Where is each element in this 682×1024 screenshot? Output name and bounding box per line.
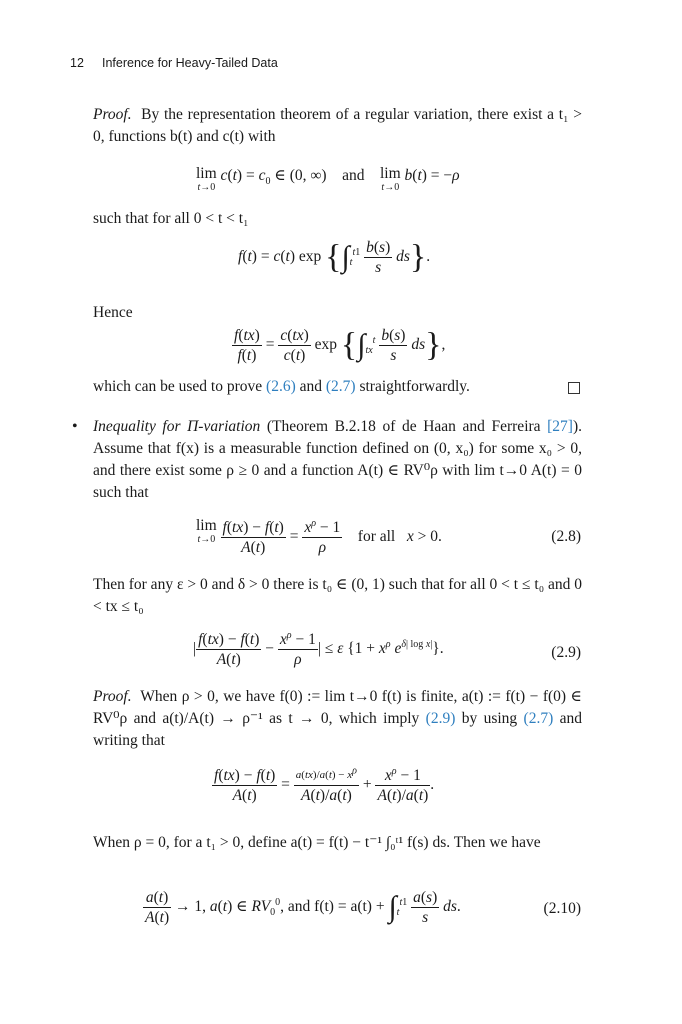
bullet-intro: (Theorem B.2.18 of de Haan and Ferreira (266, 418, 541, 435)
closing-end-text: straightforwardly. (359, 378, 470, 395)
equation-2-10: $\frac{a(t)}{A(t)}$ → 1, a(t) ∈ $RV_0^0$, and $f(t) = a(t) + \int_t^{t1}$ $\frac{a(s)}{s}$ ds. (145, 889, 461, 926)
representation-equation: f(t) = c(t) $\exp \{\int_t^{t1}$ $\frac{b(s)}{s}$ ds}. (238, 238, 431, 276)
proof2-text-b: by using (461, 710, 518, 727)
proof2-text-a: When ρ > 0, we have f(0) := lim t→0 f(t) is finite, a(t) := f(t) − f(0) ∈ RV⁰ρ and a(t)/A(t) → ρ⁻¹ as t → 0, which imply (93, 688, 582, 727)
limit-equation: lim t→0 $c(t) = c_0$ ∈ (0, ∞) and lim t→0 b(t) = −ρ (196, 165, 460, 193)
running-title: Inference for Heavy-Tailed Data (102, 56, 278, 70)
bullet-paragraph (93, 416, 582, 504)
ref-2-7-link[interactable]: (2.7) (325, 378, 356, 395)
equation-number-2-9: (2.9) (551, 644, 581, 661)
proof-label: Proof. (93, 106, 132, 123)
equation-number-2-8: (2.8) (551, 528, 581, 545)
and-text: and (299, 378, 322, 395)
hence-text: Hence (93, 304, 133, 321)
qed-box (568, 382, 580, 394)
such-that-text: such that for all 0 < t < t₁ (93, 210, 249, 227)
ratio-equation: $\frac{f(tx)}{f(t)}$ = $\frac{c(tx)}{c(t)}$ $\exp \{\int_{tx}^t$ $\frac{b(s)}{s}$ ds}, (234, 326, 446, 364)
proof-closing (93, 376, 582, 398)
equation-2-8: lim t→0 $\frac{f(tx) - f(t)}{A(t)}$ = $\frac{x^\rho - 1}{\rho}$ for all x > 0. (196, 517, 442, 556)
proof2-paragraph (93, 686, 582, 752)
and-f-text: and f(t) = a(t) + (287, 898, 385, 916)
ref-2-6-link[interactable]: (2.6) (266, 378, 296, 395)
closing-text: which can be used to prove (93, 378, 263, 395)
running-header (70, 56, 278, 70)
equation-number-2-10: (2.10) (543, 900, 581, 917)
bullet-marker: • (72, 418, 78, 435)
for-all-text: for all (357, 528, 396, 546)
proof2-text-d: When ρ = 0, for a t₁ > 0, define a(t) = f(t) − t⁻¹ ∫₀ᵗ¹ f(s) ds. Then we have (93, 834, 541, 851)
proof2-text-c: and writing that (93, 710, 582, 749)
proof-intro: By the representation theorem of a regular variation, there exist a t₁ > 0, functions b(t) and c(t) with (93, 106, 582, 145)
citation-27-link[interactable]: [27] (547, 418, 573, 435)
ref-2-7-link-2[interactable]: (2.7) (523, 710, 554, 727)
equation-2-9: | $\frac{f(tx) - f(t)}{A(t)}$ − $\frac{x^\rho - 1}{\rho}$ | ≤ ε {$1 + x^\rho$ $e^{\delta| log x|}$}. (193, 629, 444, 668)
proof2-label: Proof. (93, 688, 132, 705)
proof-paragraph (93, 104, 582, 148)
cite-end: ). (572, 418, 583, 435)
and-word: and (342, 167, 365, 184)
page-number: 12 (70, 56, 84, 70)
then-text: Then for any ε > 0 and δ > 0 there is t₀ ∈ (0, 1) such that for all 0 < t ≤ t₀ and 0 < tx ≤ t₀ (93, 576, 582, 615)
ref-2-9-link[interactable]: (2.9) (425, 710, 456, 727)
decomposition-equation: $\frac{f(tx) - f(t)}{A(t)}$ = $\frac{a(tx)/a(t) - x^\rho}{A(t)/a(t)}$ + $\frac{x^\rho - 1}{A(t)/a(t)}$ . (214, 765, 435, 804)
bullet-title: Inequality for Π-variation (93, 418, 261, 435)
bullet-text: Assume that f(x) is a measurable function defined on (0, x₀) for some x₀ > 0, and there exist some ρ ≥ 0 and a function A(t) ∈ RV⁰ρ with lim t→0 A(t) = 0 such that (93, 440, 582, 501)
